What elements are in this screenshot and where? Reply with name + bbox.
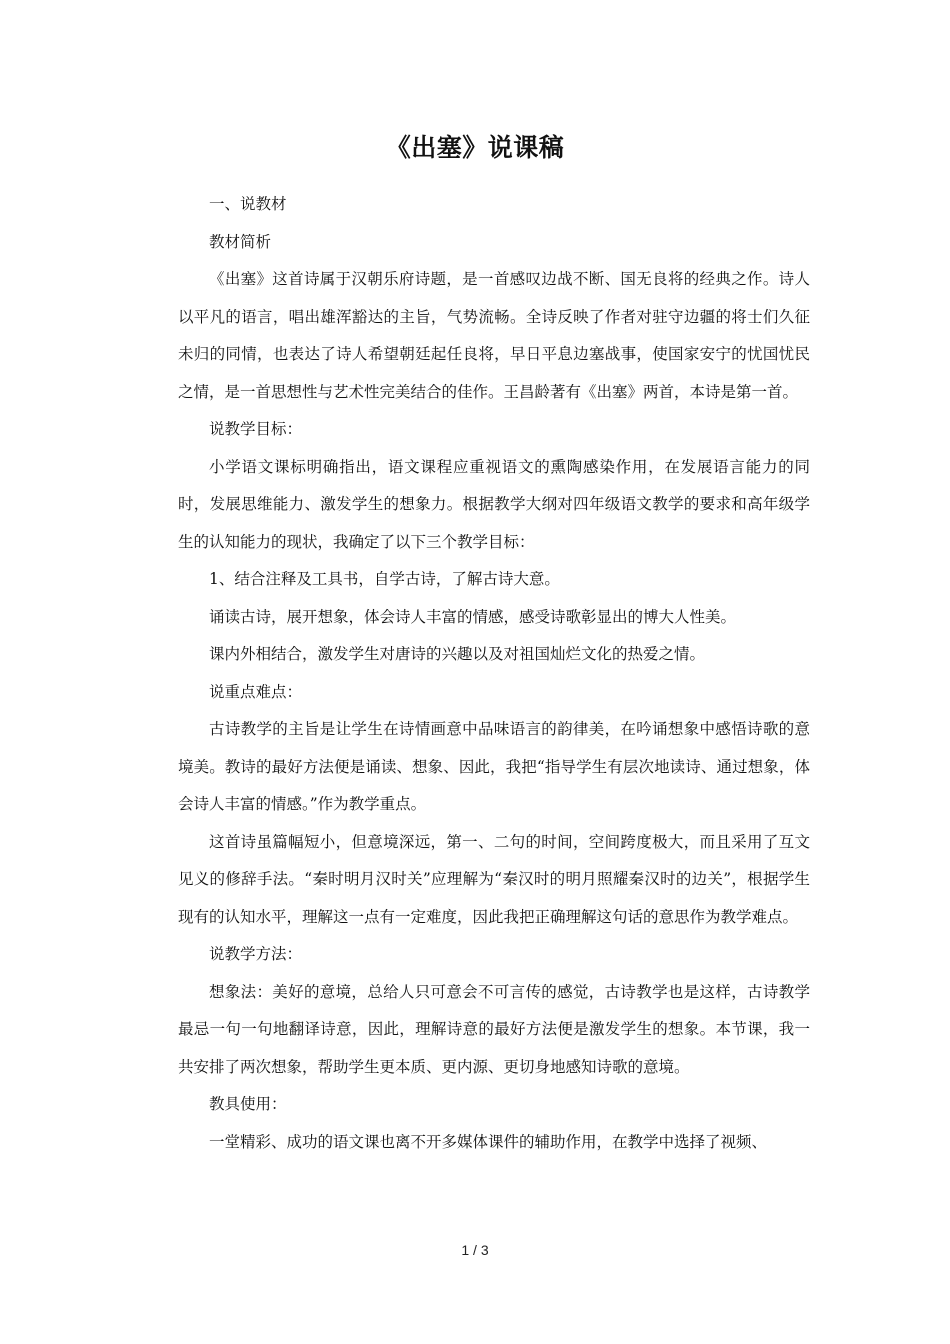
section-heading-teaching-material: 一、说教材 [209, 195, 287, 213]
goal-item-1: 1、结合注释及工具书，自学古诗，了解古诗大意。 [209, 570, 560, 588]
paragraph-difficult-points: 这首诗虽篇幅短小，但意境深远，第一、二句的时间，空间跨度极大，而且采用了互文见义的修辞手法。“秦时明月汉时关”应理解为“秦汉时的明月照耀秦汉时的边关”，根据学生现有的认知水平，理解这一点有一定难度，因此我把正确理解这句话的意思作为教学难点。 [178, 832, 810, 926]
document-title: 《出塞》说课稿 [385, 133, 565, 162]
subheading-teaching-aids: 教具使用： [209, 1095, 287, 1113]
subheading-teaching-methods: 说教学方法： [209, 945, 303, 963]
paragraph-material-analysis: 《出塞》这首诗属于汉朝乐府诗题，是一首感叹边战不断、国无良将的经典之作。诗人以平凡的语言，唱出雄浑豁达的主旨，气势流畅。全诗反映了作者对驻守边疆的将士们久征未归的同情，也表达了诗人希望朝廷起任良将，早日平息边塞战事，使国家安宁的忧国忧民之情，是一首思想性与艺术性完美结合的佳作。王昌龄著有《出塞》两首，本诗是第一首。 [178, 270, 810, 401]
subheading-material-analysis: 教材简析 [209, 232, 272, 251]
subheading-key-difficult-points: 说重点难点： [209, 682, 303, 701]
page-number: 1 / 3 [461, 1242, 489, 1258]
goal-item-3: 课内外相结合，激发学生对唐诗的兴趣以及对祖国灿烂文化的热爱之情。 [209, 645, 706, 663]
goal-item-2: 诵读古诗，展开想象，体会诗人丰富的情感，感受诗歌彰显出的博大人性美。 [209, 607, 737, 626]
paragraph-key-points: 古诗教学的主旨是让学生在诗情画意中品味语言的韵律美，在吟诵想象中感悟诗歌的意境美。教诗的最好方法便是诵读、想象、因此，我把“指导学生有层次地读诗、通过想象，体会诗人丰富的情感。”作为教学重点。 [178, 720, 810, 813]
paragraph-imagination-method: 想象法：美好的意境，总给人只可意会不可言传的感觉，古诗教学也是这样，古诗教学最忌一句一句地翻译诗意，因此，理解诗意的最好方法便是激发学生的想象。本节课，我一共安排了两次想象，帮助学生更本质、更内源、更切身地感知诗歌的意境。 [178, 982, 810, 1076]
paragraph-teaching-aids: 一堂精彩、成功的语文课也离不开多媒体课件的辅助作用，在教学中选择了视频、 [209, 1132, 768, 1151]
paragraph-teaching-goals: 小学语文课标明确指出，语文课程应重视语文的熏陶感染作用，在发展语言能力的同时，发展思维能力、激发学生的想象力。根据教学大纲对四年级语文教学的要求和高年级学生的认知能力的现状，我确定了以下三个教学目标： [178, 457, 810, 551]
subheading-teaching-goals: 说教学目标： [209, 420, 303, 438]
document-body [178, 186, 810, 1161]
